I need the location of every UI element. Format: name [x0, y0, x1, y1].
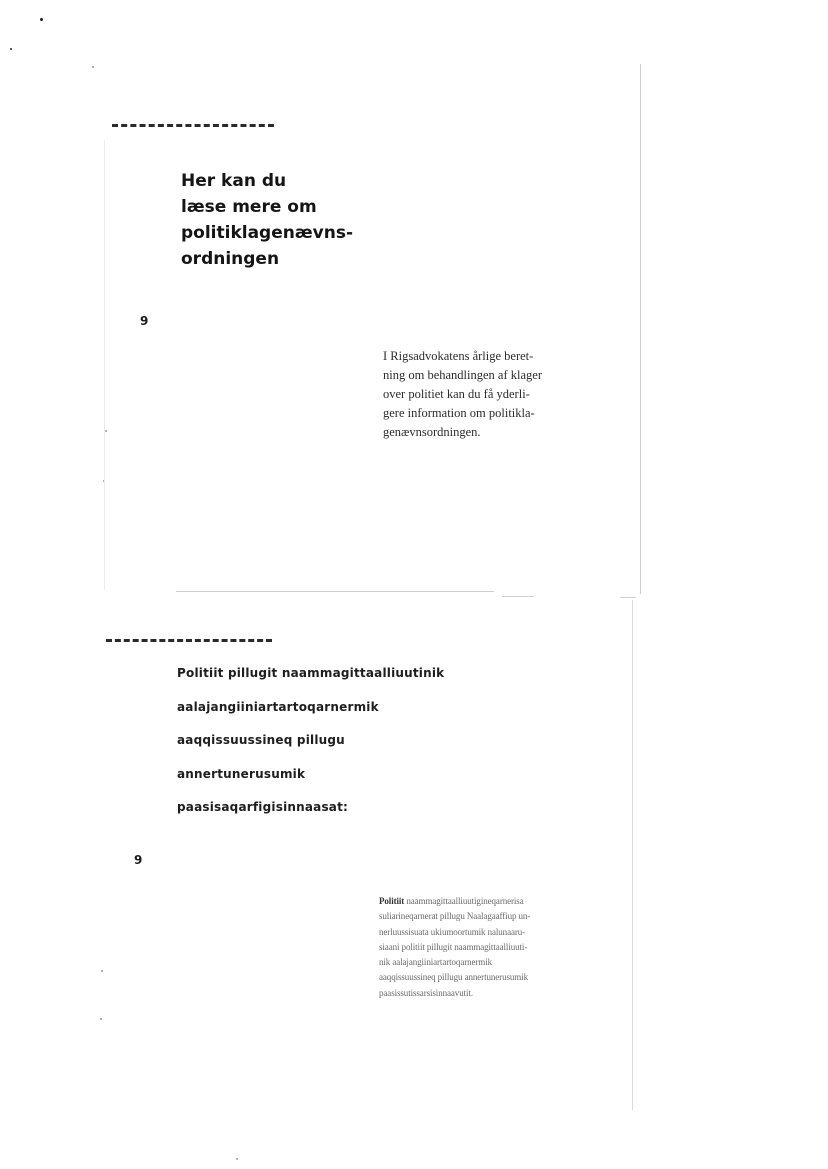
body-line: suliarineqarnerat pillugu Naalagaaffiup un- [379, 911, 531, 922]
heading-line: aalajangiiniartartoqarnermik [177, 699, 379, 714]
scan-speck [236, 1158, 238, 1160]
heading-line: annertunerusumik [177, 766, 306, 781]
page-divider [620, 597, 636, 598]
heading-line: Her kan du [181, 171, 287, 191]
body-line: nerluussisuata ukiumoortumik nalunaaru- [379, 926, 526, 937]
heading-kl [177, 666, 444, 834]
page-edge-right [632, 600, 633, 1110]
heading-line: Politiit pillugit naammagittaalliuutinik [177, 666, 445, 680]
page-edge-left [104, 140, 105, 590]
page-number: 9 [140, 314, 149, 328]
body-line: ning om behandlingen af klager [383, 368, 542, 382]
body-line [379, 894, 530, 909]
body-line: over politiet kan du få yderli- [383, 387, 530, 401]
body-line: nik aalajangiiniartartoqarnermik [379, 957, 493, 968]
body-line: I Rigsadvokatens årlige beret- [383, 349, 534, 363]
dashed-rule [106, 639, 272, 642]
body-text-kl [379, 894, 530, 1001]
body-line: paasissutissarsisinnaavutit. [379, 987, 473, 998]
body-line: gere information om politikla- [383, 406, 535, 420]
heading-line: aaqqissuussineq pillugu [177, 733, 345, 747]
body-line: siaani politiit pillugit naammagittaalliuuti- [379, 941, 528, 952]
heading-line: læse mere om [181, 197, 317, 217]
body-text-da [383, 347, 542, 442]
body-line: genævnsordningen. [383, 425, 481, 439]
body-line: aaqqissuussineq pillugu annertunerusumik [379, 972, 528, 983]
scan-speck [40, 18, 43, 21]
body-line-rest: naammagittaalliuutigineqarnerisa [404, 896, 524, 906]
page-divider [502, 596, 534, 597]
scan-speck [10, 48, 12, 50]
scan-speck [105, 430, 107, 432]
dashed-rule [112, 124, 274, 127]
body-first-word: Politiit [379, 896, 405, 906]
scan-speck [101, 970, 103, 972]
heading-line: ordningen [181, 249, 280, 269]
scan-speck [92, 66, 94, 68]
heading-line: paasisaqarfigisinnaasat: [177, 800, 349, 814]
scan-speck [100, 1018, 102, 1020]
heading-da [181, 168, 353, 272]
page-divider [176, 591, 494, 592]
heading-line: politiklagenævns- [181, 223, 354, 243]
page-edge-right [640, 64, 641, 594]
page-number: 9 [134, 853, 143, 867]
